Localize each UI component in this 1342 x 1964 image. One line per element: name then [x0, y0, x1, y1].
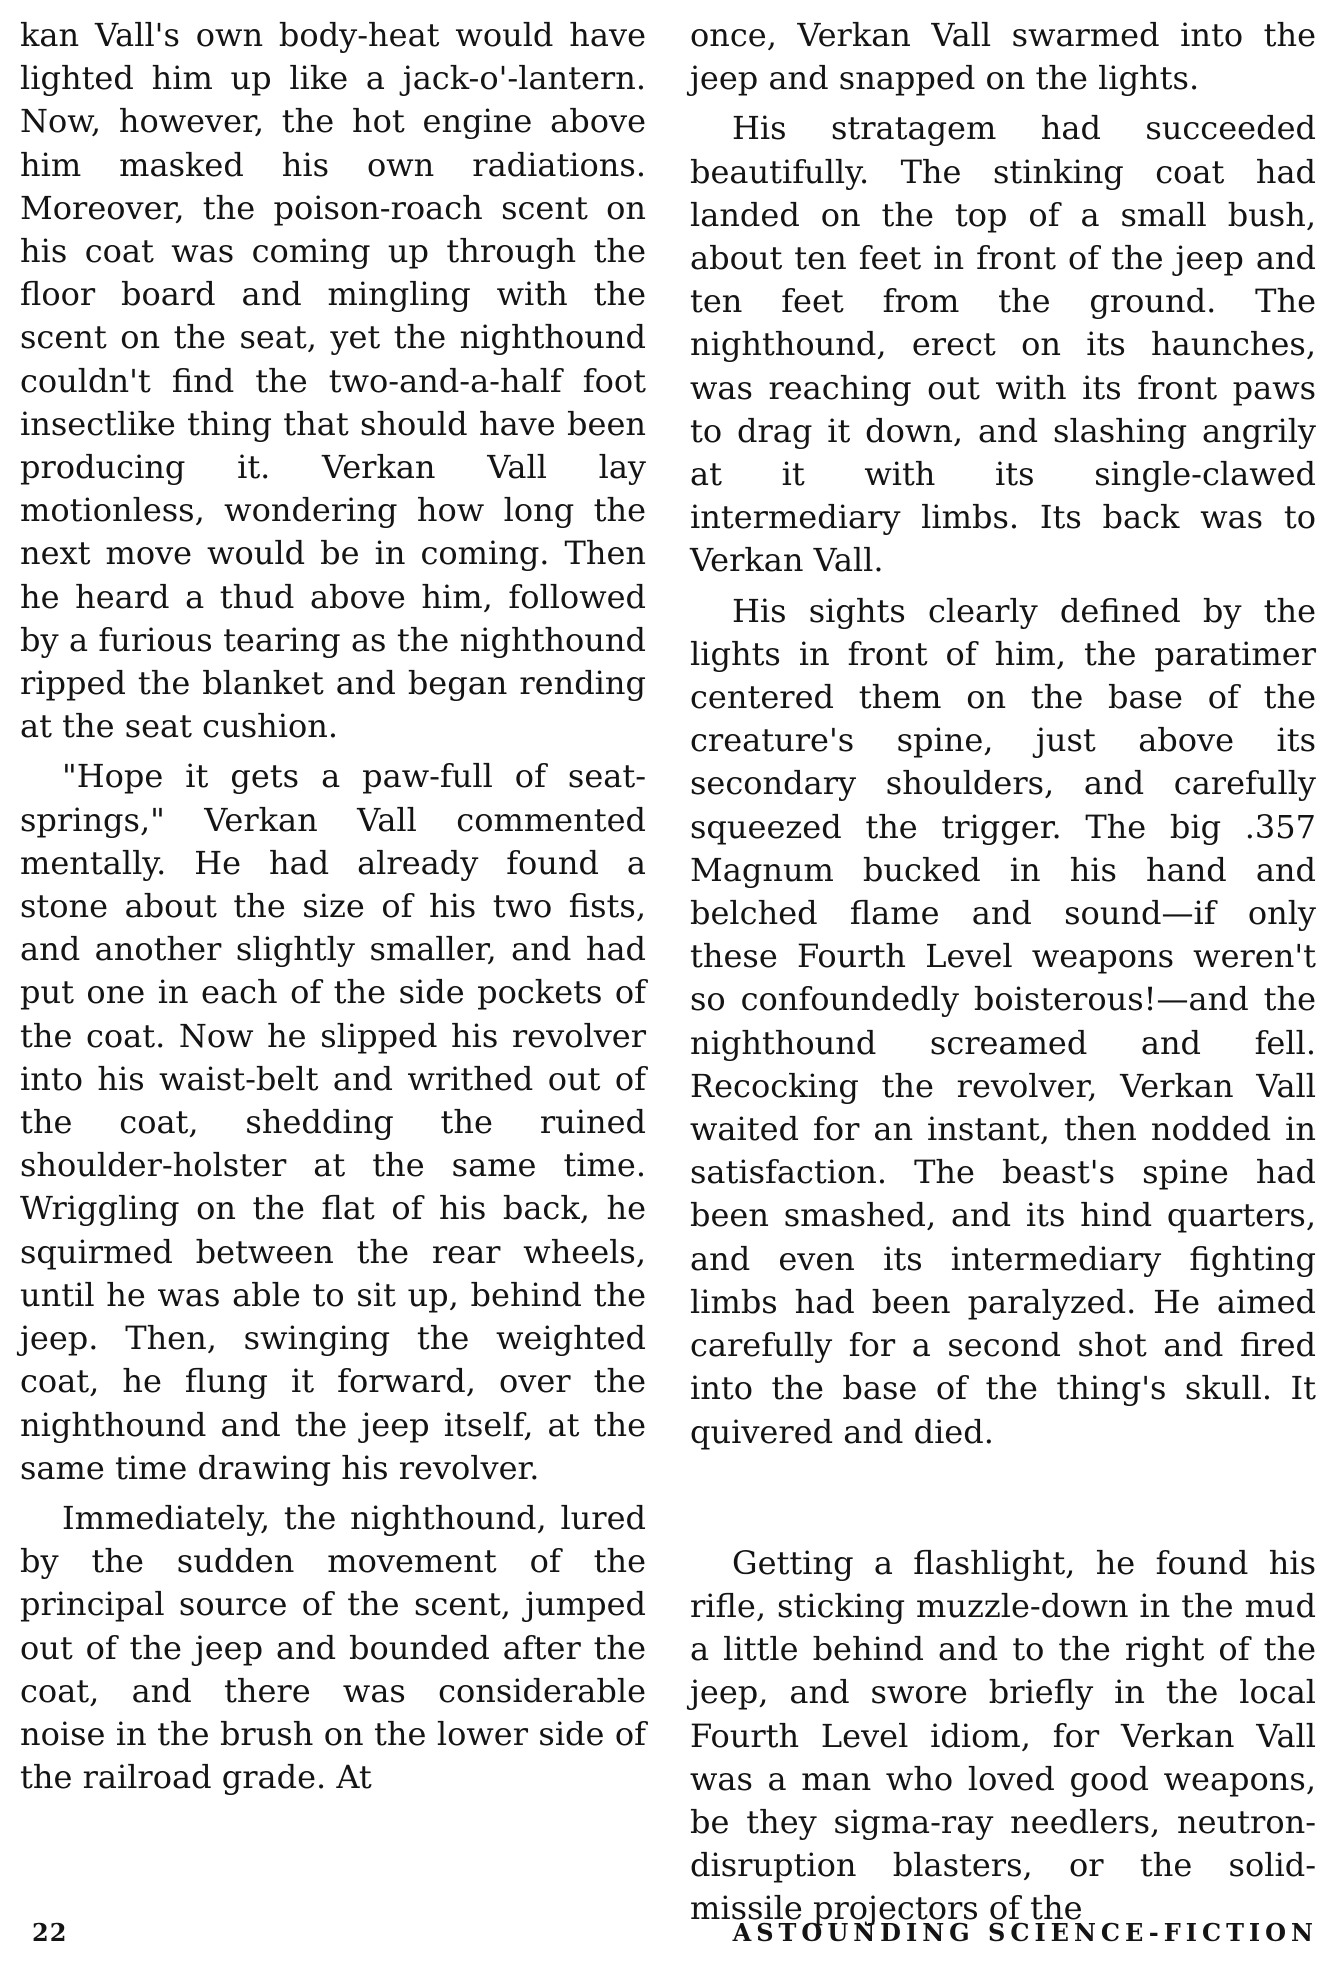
- paragraph: kan Vall's own body-heat would have lighted him up like a jack-o'-lantern. Now, however, the hot engine above him masked his own radiations. Moreover, the poison-roach scent on his coat was coming up through the floor board and mingling with the scent on the seat, yet the nighthound couldn't find the two-and-a-half foot insectlike thing that should have been producing it. Verkan Vall lay motionless, wondering how long the next move would be in coming. Then he heard a thud above him, followed by a furious tearing as the nighthound ripped the blanket and began rending at the seat cushion.: [20, 16, 646, 746]
- page-number: 22: [32, 1918, 68, 1947]
- paragraph: Getting a flashlight, he found his rifle, sticking muzzle-down in the mud a little behind and to the right of the jeep, and swore briefly in the local Fourth Level idiom, for Verkan Vall was a man who loved good weapons, be they sigma-ray needlers, neutron-disruption blasters, or the solid-missile projectors of the: [690, 1543, 1316, 1928]
- left-text-column: [20, 14, 646, 1799]
- right-text-column: [690, 14, 1316, 1931]
- paragraph: His stratagem had succeeded beautifully. The stinking coat had landed on the top of a small bush, about ten feet in front of the jeep and ten feet from the ground. The nighthound, erect on its haunches, was reaching out with its front paws to drag it down, and slashing angrily at it with its single-clawed intermediary limbs. Its back was to Verkan Vall.: [690, 109, 1316, 580]
- paragraph: His sights clearly defined by the lights in front of him, the paratimer centered them on the base of the creature's spine, just above its secondary shoulders, and carefully squeezed the trigger. The big .357 Magnum bucked in his hand and belched flame and sound—if only these Fourth Level weapons weren't so confoundedly boisterous!—and the nighthound screamed and fell. Recocking the revolver, Verkan Vall waited for an instant, then nodded in satisfaction. The beast's spine had been smashed, and its hind quarters, and even its intermediary fighting limbs had been paralyzed. He aimed carefully for a second shot and fired into the base of the thing's skull. It quivered and died.: [690, 591, 1316, 1451]
- paragraph: "Hope it gets a paw-full of seat-springs," Verkan Vall commented mentally. He had already found a stone about the size of his two fists, and another slightly smaller, and had put one in each of the side pockets of the coat. Now he slipped his revolver into his waist-belt and writhed out of the coat, shedding the ruined shoulder-holster at the same time. Wriggling on the flat of his back, he squirmed between the rear wheels, until he was able to sit up, behind the jeep. Then, swinging the weighted coat, he flung it forward, over the nighthound and the jeep itself, at the same time drawing his revolver.: [20, 757, 646, 1487]
- page-footer: [0, 1918, 1342, 1958]
- magazine-title-footer: ASTOUNDING SCIENCE-FICTION: [732, 1918, 1318, 1947]
- paragraph: once, Verkan Vall swarmed into the jeep and snapped on the lights.: [690, 16, 1316, 98]
- paragraph: Immediately, the nighthound, lured by the sudden movement of the principal source of the scent, jumped out of the jeep and bounded after the coat, and there was considerable noise in the brush on the lower side of the railroad grade. At: [20, 1498, 646, 1797]
